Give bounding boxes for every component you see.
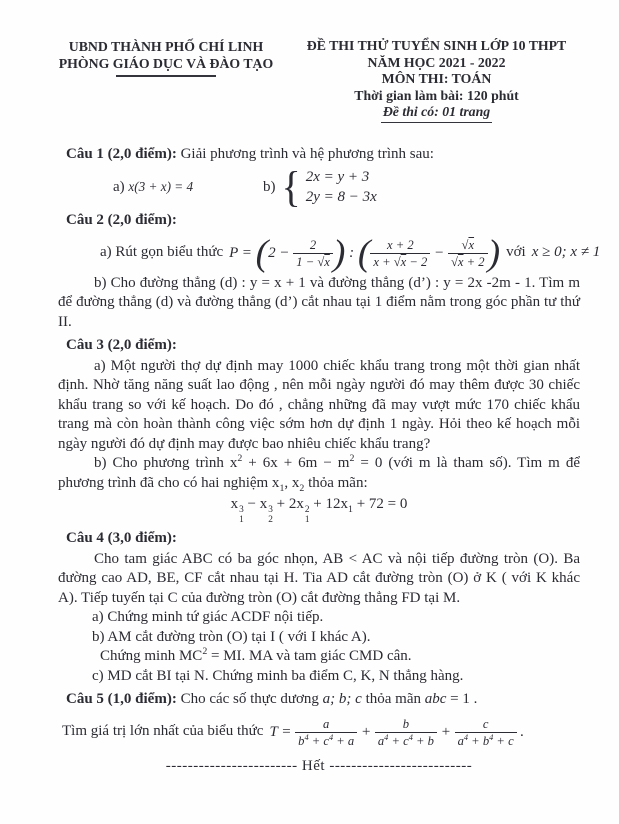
- cau5-t-formula: T = $\frac{a}{b^4 + c^4 + a}$ + $\frac{b}{a^4 + c^4 + b}$ + $\frac{c}{a^4 + b^4 + c}$ .: [269, 716, 525, 748]
- cau5-heading: [58, 690, 580, 710]
- end-marker: ------------------------ Hết --------------------------: [165, 757, 473, 774]
- cau4-item-b: b) AM cắt đường tròn (O) tại I ( với I khác A).: [92, 628, 371, 645]
- exam-subject: MÔN THI: TOÁN: [381, 71, 492, 86]
- cau4-item-c: c) MD cắt BI tại N. Chứng minh ba điểm C, K, N thẳng hàng.: [92, 667, 464, 684]
- section-cau5: [58, 690, 580, 776]
- cau4-intro: Cho tam giác ABC có ba góc nhọn, AB < AC và nội tiếp đường tròn (O). Ba đường cao AD, BE, CF cắt nhau tại H. Tia AD cắt đường tròn (O) ở K ( với K khác A). Tiếp tuyến tại C của đường tròn (O) cắt đường thẳng FD tại M.: [58, 550, 580, 606]
- cau3-equation: x 3 1 − x 3 2 + 2x 2 1 + $12x_1 + 72 = 0$: [230, 496, 408, 525]
- cau5-t-line: [62, 717, 580, 748]
- cau2-label: Câu 2 (2,0 điểm):: [66, 212, 177, 228]
- cau1-system-eq1: 2x = y + 3: [305, 169, 370, 185]
- cau2-a-condition: x ≥ 0; x ≠ 1: [531, 244, 601, 261]
- cau2-a-prefix: a) Rút gọn biểu thức: [100, 244, 224, 261]
- cau4-item-b2: Chứng minh $MC^2$ = MI. MA và tam giác CMD cân.: [100, 646, 412, 665]
- document-header: [0, 0, 619, 123]
- issuer-line2: PHÒNG GIÁO DỤC VÀ ĐÀO TẠO: [58, 56, 274, 71]
- section-cau3: [58, 336, 580, 525]
- cau1-b-label: b): [263, 178, 276, 195]
- cau5-t-prefix: Tìm giá trị lớn nhất của biểu thức: [62, 723, 264, 740]
- exam-body: [58, 145, 601, 777]
- cau2-a-with: với: [506, 244, 526, 261]
- cau1-heading: [58, 145, 580, 165]
- cau1-system: [306, 168, 377, 207]
- cau1-system-eq2: 2y = 8 − 3x: [305, 188, 377, 205]
- cau4-item-a: a) Chứng minh tứ giác ACDF nội tiếp.: [92, 609, 324, 626]
- exam-duration: Thời gian làm bài: 120 phút: [354, 87, 519, 103]
- section-cau4: [58, 529, 580, 686]
- cau2-part-a: [100, 233, 601, 275]
- cau3-heading: [58, 336, 580, 356]
- cau5-intro: Cho các số thực dương a; b; c thỏa mãn abc = 1 .: [180, 691, 478, 708]
- issuer-block: [40, 38, 292, 123]
- cau5-label: Câu 5 (1,0 điểm):: [66, 691, 177, 708]
- exam-title-block: [292, 38, 581, 123]
- section-cau1: [58, 145, 580, 211]
- cau3-part-a: a) Một người thợ dự định may 1000 chiếc khẩu trang trong một thời gian nhất định. Nhờ tăng năng suất lao động , nên mỗi ngày người đó may thêm được 30 chiếc khẩu trang so với kế hoạch. Do đó , chẳng những đã may vượt mức 170 chiếc khẩu trang mà còn hoàn thành công việc sớm hơn dự định 1 ngày. Hỏi theo kế hoạch mỗi ngày người đó dự định may được bao nhiêu chiếc khẩu trang?: [58, 357, 580, 452]
- exam-title: ĐỀ THI THỬ TUYỂN SINH LỚP 10 THPT: [306, 38, 567, 53]
- issuer-line1: UBND THÀNH PHỐ CHÍ LINH: [68, 39, 264, 54]
- cau1-part-a: [113, 177, 263, 198]
- cau2-part-b: b) Cho đường thẳng (d) : y = x + 1 và đường thẳng (d’) : y = 2x -2m - 1. Tìm m để đường thẳng (d) và đường thẳng (d’) cắt nhau tại 1 điểm nằm trong góc phần tư thứ II.: [58, 274, 580, 330]
- cau1-part-b: [263, 161, 377, 211]
- cau1-label: Câu 1 (2,0 điểm):: [66, 145, 177, 162]
- system-brace-glyph: {: [281, 161, 301, 211]
- cau1-parts-row: [113, 161, 580, 211]
- exam-year: NĂM HỌC 2021 - 2022: [367, 54, 506, 70]
- cau4-label: Câu 4 (3,0 điểm):: [66, 530, 177, 547]
- cau1-a-equation: x(3 + x) = 4: [128, 179, 194, 195]
- cau3-part-b: b) Cho phương trình $x^2 + 6x + 6m - m^2 = 0$ (với m là tham số). Tìm m để phương trình đã cho có hai nghiệm $x_1$, $x_2$ thỏa mãn:: [58, 453, 580, 494]
- cau3-label: Câu 3 (2,0 điểm):: [66, 337, 177, 354]
- cau4-heading: [58, 529, 580, 549]
- section-cau2: [58, 211, 601, 332]
- cau2-heading: [58, 211, 580, 231]
- cau1-a-label: a): [113, 179, 125, 196]
- cau1-intro: Giải phương trình và hệ phương trình sau:: [180, 145, 434, 162]
- exam-page-count: Đề thi có: 01 trang: [381, 104, 492, 123]
- cau2-a-formula: P = (2 − $\frac{2}{1 - √ \overline{x}}$ ) : ( $\frac{x + 2}{x + √ \overline{x} - 2}$ − √ $\overline{x}$ √ $\overline{x} + 2$ ): [229, 238, 500, 269]
- issuer-underline: [116, 75, 216, 77]
